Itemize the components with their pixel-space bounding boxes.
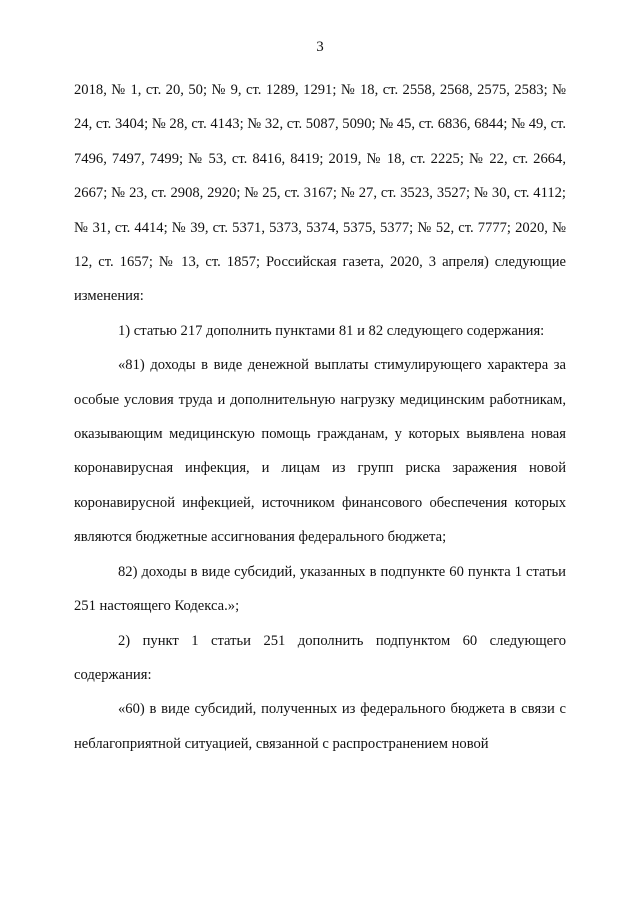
paragraph-references: 2018, № 1, ст. 20, 50; № 9, ст. 1289, 1291; № 18, ст. 2558, 2568, 2575, 2583; № 24, ст. 3404; № 28, ст. 4143; № 32, ст. 5087, 5090; № 45, ст. 6836, 6844; № 49, ст. 7496, 7497, 7499; № 53, ст. 8416, 8419; 2019, № 18, ст. 2225; № 22, ст. 2664, 2667; № 23, ст. 2908, 2920; № 25, ст. 3167; № 27, ст. 3523, 3527; № 30, ст. 4112; № 31, ст. 4414; № 39, ст. 5371, 5373, 5374, 5375, 5377; № 52, ст. 7777; 2020, № 12, ст. 1657; № 13, ст. 1857; Российская газета, 2020, 3 апреля) следующие изменения:: [74, 82, 566, 305]
document-body: [74, 73, 566, 761]
paragraph-item-82: 82) доходы в виде субсидий, указанных в подпункте 60 пункта 1 статьи 251 настоящего Кодекса.»;: [74, 563, 566, 615]
paragraph-item-60: «60) в виде субсидий, полученных из федерального бюджета в связи с неблагоприятной ситуацией, связанной с распространением новой: [74, 701, 566, 752]
page-number: 3: [316, 39, 324, 55]
paragraph-amendment-2: 2) пункт 1 статьи 251 дополнить подпунктом 60 следующего содержания:: [74, 632, 566, 683]
paragraph-item-81: «81) доходы в виде денежной выплаты стимулирующего характера за особые условия труда и дополнительную нагрузку медицинским работникам, оказывающим медицинскую помощь гражданам, у которых выявлена новая коронавирусная инфекция, и лицам из групп риска заражения новой коронавирусной инфекцией, источником финансового обеспечения которых являются бюджетные ассигнования федерального бюджета;: [74, 357, 566, 546]
paragraph-amendment-1: 1) статью 217 дополнить пунктами 81 и 82 следующего содержания:: [118, 322, 545, 339]
